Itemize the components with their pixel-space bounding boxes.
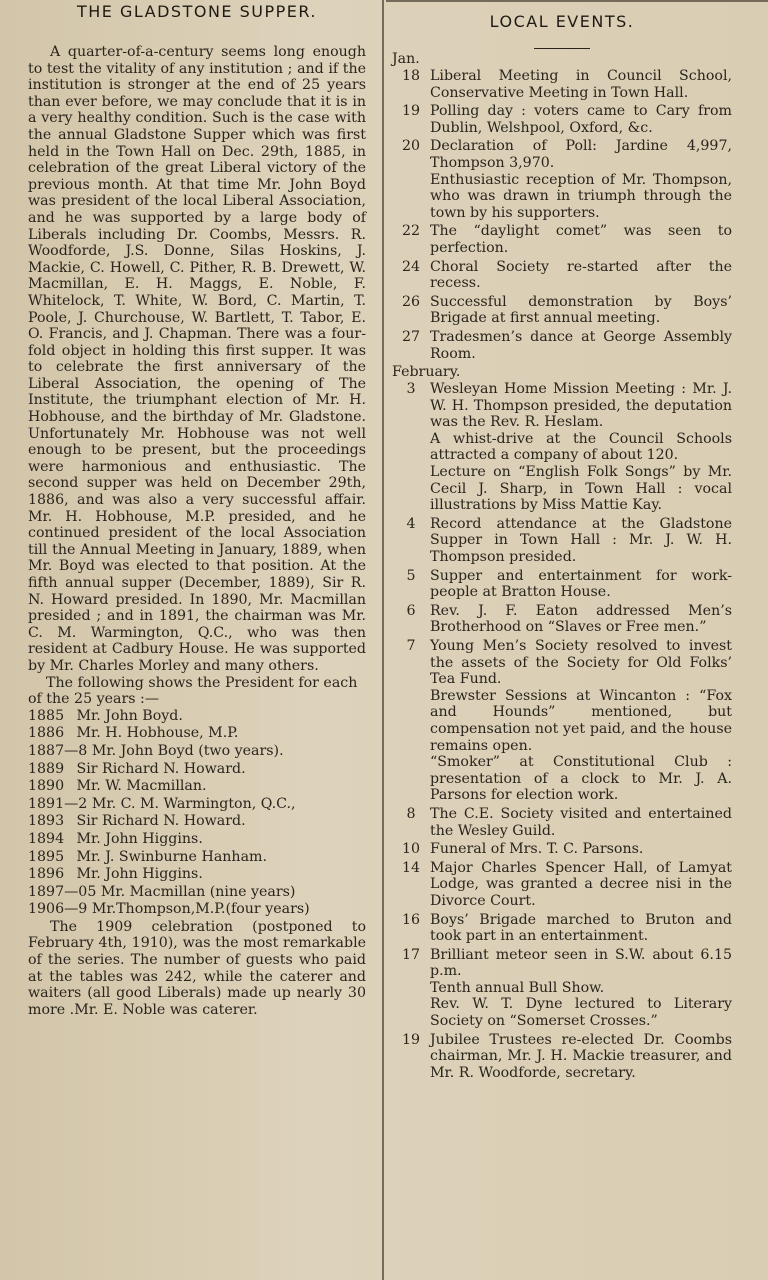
president-name: Mr. C. M. Warmington, Q.C., <box>87 795 296 812</box>
president-year: 1885 <box>28 707 65 724</box>
event-day: 7 <box>406 638 416 654</box>
president-year: 1891—2 <box>28 795 88 812</box>
event-body <box>430 841 732 858</box>
event-text: Successful demonstration by Boys’ Brigade at first annual meeting. <box>430 293 732 327</box>
event-body <box>430 638 732 804</box>
month-heading: February. <box>392 364 461 381</box>
president-name: Mr. John Boyd (two years). <box>87 742 284 759</box>
event-text: Liberal Meeting in Council School, Conservative Meeting in Town Hall. <box>430 68 732 101</box>
event-text: Boys’ Brigade marched to Bruton and took part in an entertainment. <box>430 911 732 945</box>
event-day: 22 <box>401 223 421 240</box>
event-entry <box>392 223 732 256</box>
president-entry <box>28 761 366 779</box>
event-text: Major Charles Spencer Hall, of Lamyat Lodge, was granted a decree nisi in the Divorce Court. <box>430 859 732 909</box>
event-day: 16 <box>401 911 421 928</box>
event-day: 6 <box>406 602 416 619</box>
event-entry <box>392 860 732 910</box>
president-year: 1895 <box>28 848 65 865</box>
president-name: Mr. J. Swinburne Hanham. <box>72 848 267 865</box>
event-day: 18 <box>401 68 421 84</box>
event-body <box>430 223 732 256</box>
event-entry <box>392 568 732 601</box>
event-entry <box>392 294 732 327</box>
event-entry <box>392 516 732 566</box>
event-entry <box>392 947 732 1030</box>
event-day: 8 <box>406 805 416 822</box>
event-body <box>430 294 732 327</box>
event-text: Enthusiastic reception of Mr. Thompson, who was drawn in triumph through the town by his supporters. <box>430 171 732 221</box>
gladstone-supper-closing: The 1909 celebration (postponed to February 4th, 1910), was the most remarkable of the series. The number of guests who paid at the tables was 242, while the caterer and waiters (all good Liberals) made up nearly 30 more .Mr. E. Noble was caterer. <box>28 918 366 1018</box>
local-events-heading: LOCAL EVENTS. <box>489 12 635 31</box>
event-entry <box>392 103 732 136</box>
president-name: Mr.Thompson,M.P.(four years) <box>87 901 310 918</box>
president-name: Mr. John Higgins. <box>72 866 203 883</box>
event-body <box>430 603 732 636</box>
event-text: The “daylight comet” was seen to perfection. <box>430 223 732 256</box>
month-heading: Jan. <box>392 51 420 67</box>
president-entry <box>28 796 366 814</box>
event-text: Wesleyan Home Mission Meeting : Mr. J. W. H. Thompson presided, the deputation was the Rev. R. Heslam. <box>430 381 732 431</box>
event-body <box>430 68 732 101</box>
event-entry <box>392 68 732 101</box>
event-text: Choral Society re-started after the recess. <box>430 258 732 292</box>
event-entry <box>392 259 732 292</box>
event-text: Tradesmen’s dance at George Assembly Room. <box>430 328 732 362</box>
president-entry <box>28 831 366 849</box>
president-entry <box>28 884 366 902</box>
president-year: 1894 <box>28 830 65 847</box>
event-day: 10 <box>401 841 421 858</box>
heading-dash <box>534 48 590 49</box>
president-year: 1890 <box>28 778 65 795</box>
gladstone-supper-column <box>28 0 366 1018</box>
president-entry <box>28 725 366 743</box>
president-name: Mr. W. Macmillan. <box>72 778 207 795</box>
event-text: Brilliant meteor seen in S.W. about 6.15 p.m. <box>430 946 732 980</box>
president-year: 1889 <box>28 760 65 777</box>
president-entry <box>28 813 366 831</box>
event-body <box>430 516 732 566</box>
event-body <box>430 947 732 1030</box>
event-body <box>430 860 732 910</box>
event-text: Polling day : voters came to Cary from Dublin, Welshpool, Oxford, &c. <box>430 103 732 136</box>
president-entry <box>28 849 366 867</box>
event-body <box>430 103 732 136</box>
event-text: Record attendance at the Gladstone Supper in Town Hall : Mr. J. W. H. Thompson presided. <box>430 515 732 566</box>
event-entry <box>392 912 732 945</box>
president-year: 1886 <box>28 725 65 742</box>
event-text: Young Men’s Society resolved to invest the assets of the Society for Old Folks’ Tea Fund. <box>430 638 732 688</box>
event-day: 4 <box>406 515 416 532</box>
president-year: 1897—05 <box>28 883 97 900</box>
event-text: A whist-drive at the Council Schools attracted a company of about 120. <box>430 430 732 464</box>
event-entry <box>392 1032 732 1082</box>
president-entry <box>28 866 366 884</box>
event-day: 20 <box>401 138 421 155</box>
president-name: Mr. H. Hobhouse, M.P. <box>72 725 239 742</box>
president-name: Mr. John Higgins. <box>72 830 203 847</box>
event-day: 19 <box>401 103 421 120</box>
event-body <box>430 912 732 945</box>
president-entry <box>28 743 366 761</box>
event-text: Declaration of Poll: Jardine 4,997, Thompson 3,970. <box>430 138 732 171</box>
event-text: The C.E. Society visited and entertained the Wesley Guild. <box>430 805 732 839</box>
event-entry <box>392 638 732 804</box>
event-entry <box>392 381 732 514</box>
event-body <box>430 381 732 514</box>
local-events-column <box>392 0 732 1083</box>
gladstone-supper-heading: THE GLADSTONE SUPPER. <box>76 2 318 21</box>
president-name: Mr. Macmillan (nine years) <box>96 883 296 900</box>
event-text: Brewster Sessions at Wincanton : “Fox and Hounds” mentioned, but compensation not yet paid, and the house remains open. <box>430 687 732 754</box>
event-day: 27 <box>401 328 421 345</box>
event-body <box>430 568 732 601</box>
president-entry <box>28 708 366 726</box>
president-name: Mr. John Boyd. <box>72 707 183 724</box>
event-body <box>430 806 732 839</box>
event-text: “Smoker” at Constitutional Club : presentation of a clock to Mr. J. A. Parsons for election work. <box>430 754 732 804</box>
column-divider <box>382 0 384 1280</box>
event-day: 19 <box>401 1031 421 1048</box>
event-entry <box>392 603 732 636</box>
president-name: Sir Richard N. Howard. <box>72 760 246 777</box>
event-text: Rev. W. T. Dyne lectured to Literary Society on “Somerset Crosses.” <box>430 996 732 1030</box>
event-text: Supper and entertainment for work-people at Bratton House. <box>430 567 732 601</box>
president-entry <box>28 778 366 796</box>
president-entry <box>28 901 366 919</box>
event-day: 5 <box>406 567 416 584</box>
event-body <box>430 1032 732 1082</box>
president-year: 1906—9 <box>28 901 88 918</box>
event-text: Rev. J. F. Eaton addressed Men’s Brotherhood on “Slaves or Free men.” <box>430 602 732 636</box>
event-text: Tenth annual Bull Show. <box>430 979 605 996</box>
event-day: 17 <box>401 946 421 963</box>
event-entry <box>392 806 732 839</box>
event-day: 14 <box>401 859 421 876</box>
event-day: 24 <box>401 258 421 275</box>
event-text: Lecture on “English Folk Songs” by Mr. Cecil J. Sharp, in Town Hall : vocal illustrations by Miss Mattie Kay. <box>430 464 732 514</box>
presidents-list <box>28 708 366 919</box>
president-name: Sir Richard N. Howard. <box>72 813 246 830</box>
presidents-list-intro: The following shows the President for each of the 25 years :— <box>28 674 358 708</box>
event-day: 26 <box>401 293 421 310</box>
event-entry <box>392 841 732 858</box>
president-year: 1896 <box>28 866 65 883</box>
event-day: 3 <box>406 381 416 398</box>
president-year: 1887—8 <box>28 742 88 759</box>
event-text: Funeral of Mrs. T. C. Parsons. <box>430 841 644 858</box>
event-entry <box>392 138 732 221</box>
event-body <box>430 259 732 292</box>
events-container <box>392 51 732 1081</box>
event-body <box>430 329 732 362</box>
gladstone-supper-intro: A quarter-of-a-century seems long enough to test the vitality of any institution ; and if the institution is stronger at the end of 25 years than ever before, we may conclude that it is in a very healthy condition. Such is the case with the annual Gladstone Supper which was first held in the Town Hall on Dec. 29th, 1885, in celebration of the great Liberal victory of the previous month. At that time Mr. John Boyd was president of the local Liberal Association, and he was supported by a large body of Liberals including Dr. Coombs, Messrs. R. Woodforde, J.S. Donne, Silas Hoskins, J. Mackie, C. Howell, C. Pither, R. B. Drewett, W. Macmillan, E. H. Maggs, E. Noble, F. Whitelock, T. White, W. Bord, C. Martin, T. Poole, J. Churchouse, W. Bartlett, T. Tabor, E. O. Francis, and J. Chapman. There was a four-fold object in holding this first supper. It was to celebrate the first anniversary of the Liberal Association, the opening of The Institute, the triumphant election of Mr. H. Hobhouse, and the birthday of Mr. Gladstone. Unfortunately Mr. Hobhouse was not well enough to be present, but the proceedings were harmonious and enthusiastic. The second supper was held on December 29th, 1886, and was also a very successful affair. Mr. H. Hobhouse, M.P. presided, and he continued president of the local Association till the Annual Meeting in January, 1889, when Mr. Boyd was elected to that position. At the fifth annual supper (December, 1889), Sir R. N. Howard presided. In 1890, Mr. Macmillan presided ; and in 1891, the chairman was Mr. C. M. Warmington, Q.C., who was then resident at Cadbury House. He was supported by Mr. Charles Morley and many others. <box>28 44 366 674</box>
event-body <box>430 138 732 221</box>
event-text: Jubilee Trustees re-elected Dr. Coombs chairman, Mr. J. H. Mackie treasurer, and Mr. R. Woodforde, secretary. <box>430 1031 732 1081</box>
president-year: 1893 <box>28 813 65 830</box>
event-entry <box>392 329 732 362</box>
